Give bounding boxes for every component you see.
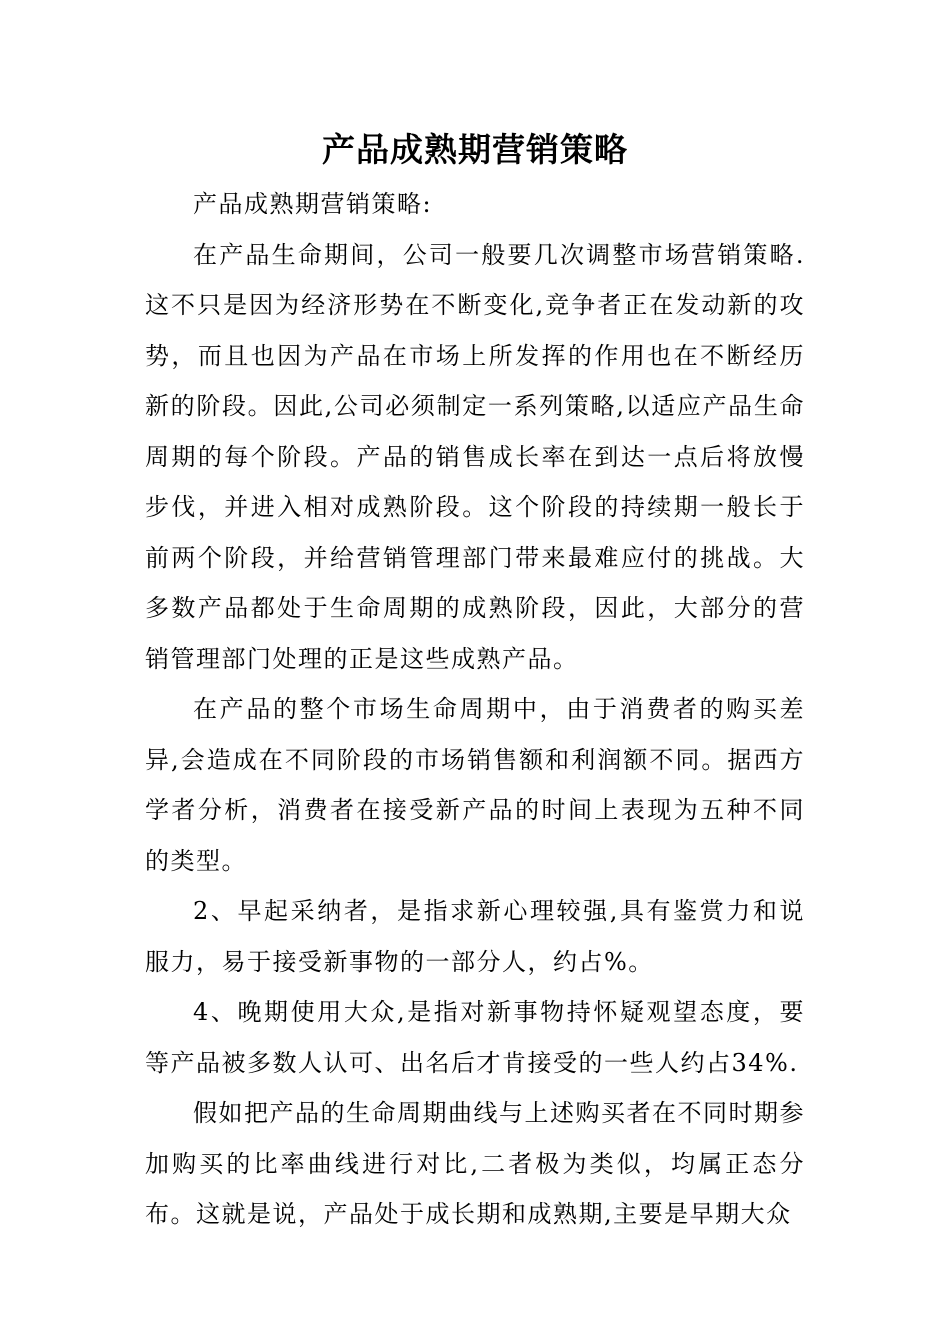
paragraph-late-majority: 4、晚期使用大众,是指对新事物持怀疑观望态度，要等产品被多数人认可、出名后才肯接受的一些人约占34%.	[145, 998, 805, 1077]
paragraph-lifecycle-comparison: 假如把产品的生命周期曲线与上述购买者在不同时期参加购买的比率曲线进行对比,二者极为类似，均属正态分布。这就是说，产品处于成长期和成熟期,主要是早期大众	[145, 1099, 805, 1228]
paragraph-consumer-types: 在产品的整个市场生命周期中，由于消费者的购买差异,会造成在不同阶段的市场销售额和利润额不同。据西方学者分析，消费者在接受新产品的时间上表现为五种不同的类型。	[145, 695, 805, 875]
paragraph-early-adopters: 2、早起采纳者，是指求新心理较强,具有鉴赏力和说服力，易于接受新事物的一部分人，约占%。	[145, 897, 805, 976]
paragraph-intro: 在产品生命期间，公司一般要几次调整市场营销策略.这不只是因为经济形势在不断变化,竞争者正在发动新的攻势，而且也因为产品在市场上所发挥的作用也在不断经历新的阶段。因此,公司必须制定一系列策略,以适应产品生命周期的每个阶段。产品的销售成长率在到达一点后将放慢步伐，并进入相对成熟阶段。这个阶段的持续期一般长于前两个阶段，并给营销管理部门带来最难应付的挑战。大多数产品都处于生命周期的成熟阶段，因此，大部分的营销管理部门处理的正是这些成熟产品。	[145, 240, 805, 673]
paragraph-subtitle: 产品成熟期营销策略:	[193, 190, 433, 218]
document-title: 产品成熟期营销策略	[322, 130, 628, 169]
document-page	[145, 125, 805, 1240]
